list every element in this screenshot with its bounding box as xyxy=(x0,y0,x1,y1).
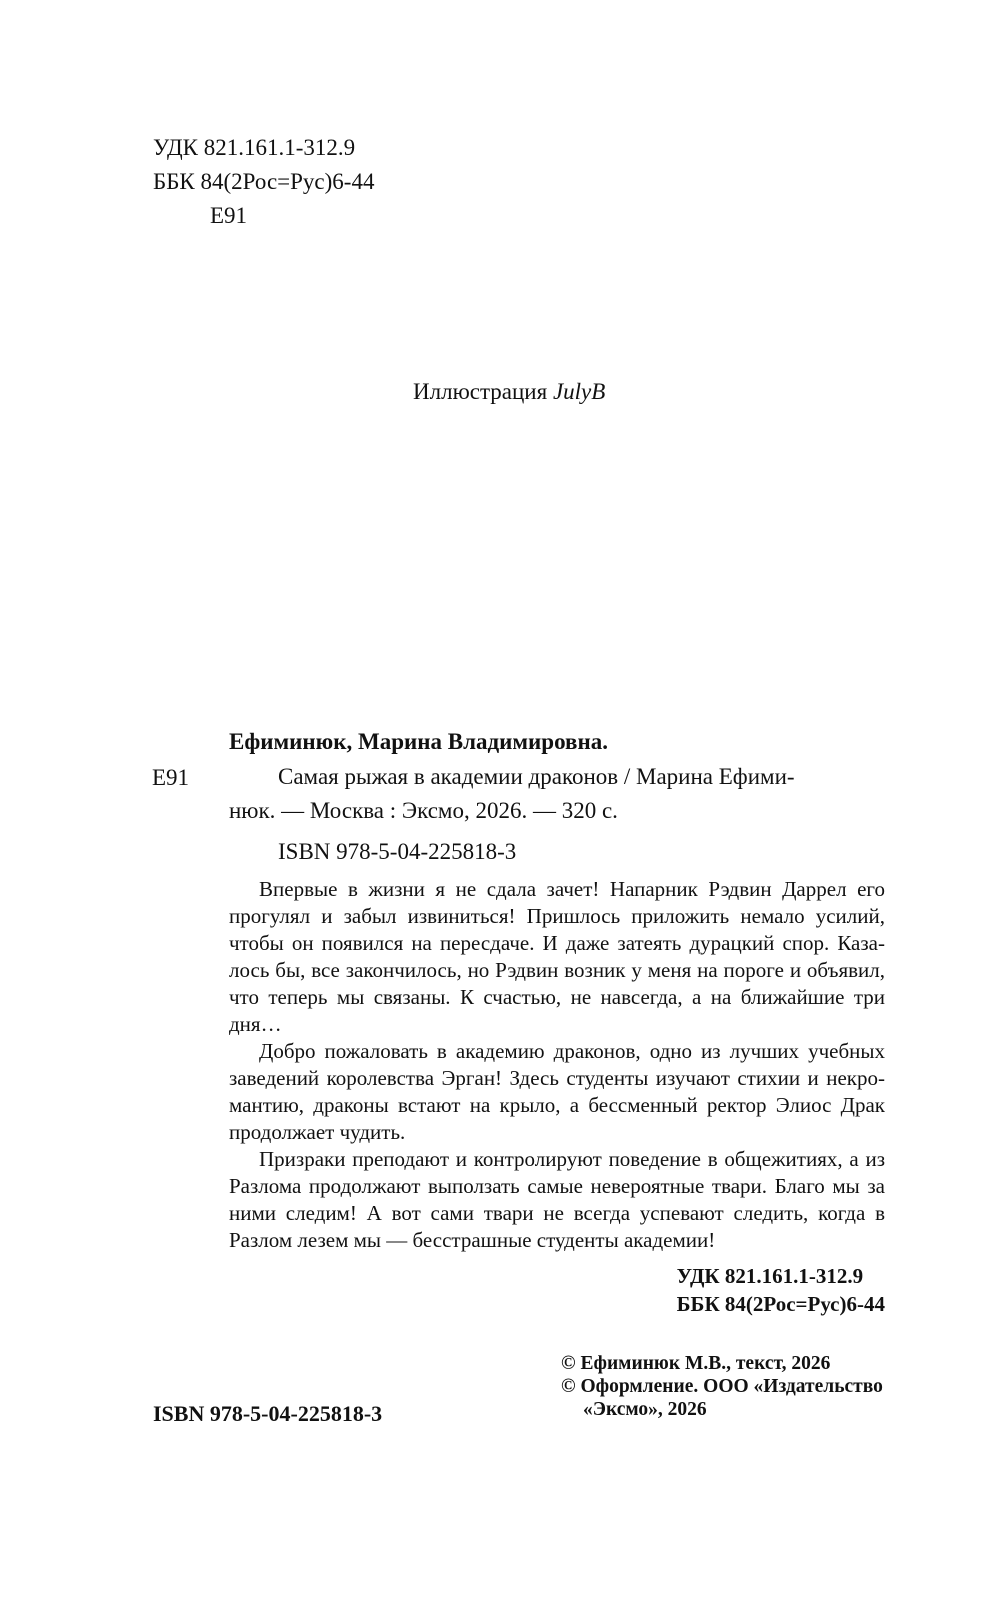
annotation xyxy=(229,876,885,1254)
bottom-isbn: ISBN 978-5-04-225818-3 xyxy=(153,1401,383,1426)
copyright-text: © Ефиминюк М.В., текст, 2026 xyxy=(561,1353,831,1374)
illustration-label: Иллюстрация xyxy=(413,379,548,404)
catalog-title-line-1: Самая рыжая в академии драконов / Марина Ефими- xyxy=(278,764,795,789)
catalog-isbn: ISBN 978-5-04-225818-3 xyxy=(278,839,517,864)
catalog-author-mark: Е91 xyxy=(152,765,190,790)
footer-bbk: ББК 84(2Рос=Рус)6-44 xyxy=(676,1292,885,1316)
author-mark: Е91 xyxy=(210,203,248,228)
classification-footer xyxy=(677,1262,885,1318)
copyright-block xyxy=(561,1352,883,1421)
annotation-paragraph-1: Впервые в жизни я не сдала зачет! Напарник Рэдвин Даррел его прогулял и забыл извиниться! Пришлось приложить немало усилий, чтобы он появился на пересдаче. И даже затеять дурацкий спор. Казалось бы, все закончилось, но Рэдвин возник у меня на пороге и объявил, что теперь мы связаны. К счастью, не навсегда, а на ближайшие три дня… xyxy=(229,877,885,1036)
annotation-paragraph-3: Призраки преподают и контролируют поведение в общежитиях, а из Разлома продолжают выползать самые невероятные твари. Благо мы за ними следим! А вот сами твари не всегда успевают следить, когда в Разлом лезем мы — бесстрашные студенты академии! xyxy=(229,1147,885,1252)
bbk-code: ББК 84(2Рос=Рус)6-44 xyxy=(153,169,375,194)
annotation-paragraph-2: Добро пожаловать в академию драконов, одно из лучших учебных заведений королевства Эрган! Здесь студенты изучают стихии и некромантию, драконы встают на крыло, а бессменный ректор Элиос Драк продолжает чудить. xyxy=(229,1039,885,1144)
footer-udk: УДК 821.161.1-312.9 xyxy=(676,1264,864,1288)
copyright-design-line-1: © Оформление. ООО «Издательство xyxy=(561,1376,883,1397)
catalog-title-line-2: нюк. — Москва : Эксмо, 2026. — 320 с. xyxy=(229,798,618,823)
catalog-author: Ефиминюк, Марина Владимировна. xyxy=(229,729,608,754)
copyright-design-line-2: «Эксмо», 2026 xyxy=(583,1399,707,1420)
illustration-artist: JulyB xyxy=(552,379,606,404)
illustration-credit xyxy=(413,374,605,410)
udk-code: УДК 821.161.1-312.9 xyxy=(153,135,356,160)
